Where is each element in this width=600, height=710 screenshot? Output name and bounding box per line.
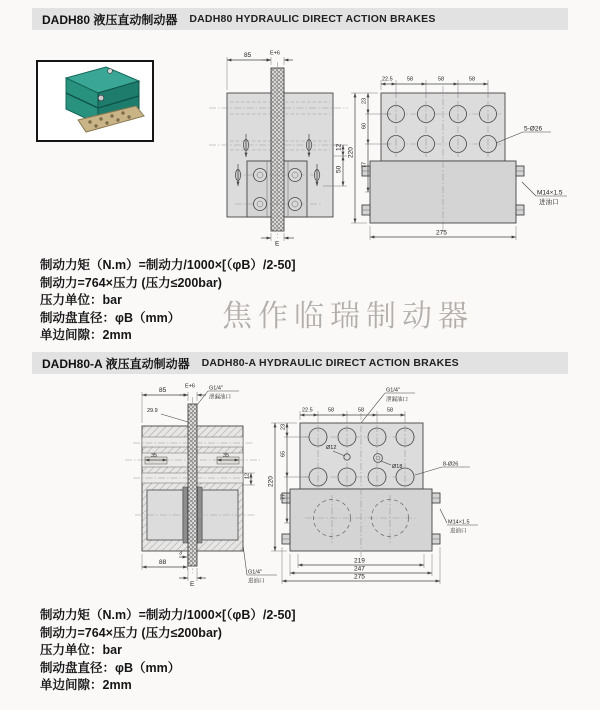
section2-formulas <box>40 607 460 695</box>
section2-header <box>32 352 568 374</box>
section1-header <box>32 8 568 30</box>
front-view <box>348 77 568 241</box>
hole-diameter-label: Ø12 <box>326 445 337 451</box>
dim-label: 22.5 <box>302 407 313 414</box>
formula-line: 制动盘直径：φB（mm） <box>40 310 181 325</box>
formula-line: 制动力矩（N.m）=制动力/1000×[（φB）/2-50] <box>40 258 296 272</box>
leak-port-thread-label: G1/4″ <box>386 387 400 394</box>
dim-label: 58 <box>358 407 365 414</box>
dim-label: 22.5 <box>382 76 393 83</box>
dim-label: 220 <box>267 476 275 487</box>
product-photo <box>36 60 154 142</box>
front-view <box>268 388 479 585</box>
inlet-port-name-label: 进油口 <box>248 578 265 585</box>
dim-label: 60 <box>361 122 368 129</box>
oil-port-thread-label: M14×1.5 <box>537 189 563 197</box>
dim-label: 35 <box>151 453 158 459</box>
dim-label: 12 <box>335 143 343 151</box>
dim-label: 220 <box>347 147 355 158</box>
dim-label: 219 <box>354 557 365 565</box>
dim-label: 58 <box>328 407 335 414</box>
oil-port-thread-label: M14×1.5 <box>448 519 470 526</box>
watermark-text: 焦作临瑞制动器 <box>222 299 474 334</box>
dadh80a-technical-drawing <box>95 377 575 605</box>
side-section-view <box>125 384 277 589</box>
dim-label: 29.9 <box>147 408 158 414</box>
dadh80-technical-drawing <box>205 46 570 246</box>
side-bolt-icon <box>98 95 104 101</box>
dim-label: E <box>190 581 195 588</box>
formula-line: 单边间隙：2mm <box>40 678 132 692</box>
dim-label: 275 <box>436 229 447 237</box>
leak-port-name-label: 泄漏油口 <box>209 394 232 401</box>
formula-line: 制动力矩（N.m）=制动力/1000×[（φB）/2-50] <box>40 608 296 622</box>
formula-line: 制动力=764×压力 (压力≤200bar) <box>40 625 222 640</box>
dim-label: 65 <box>280 450 287 457</box>
brake-photo-illustration <box>38 62 152 140</box>
oil-port-name-label: 进油口 <box>450 528 467 535</box>
dim-label: 85 <box>244 52 252 59</box>
dim-label: 275 <box>354 573 365 581</box>
section1-title-zh: DADH80 液压直动制动器 <box>42 12 178 27</box>
formula-line: 制动盘直径：φB（mm） <box>40 660 181 675</box>
side-section-view <box>209 51 348 247</box>
hole-diameter-label: Ø18 <box>392 464 403 470</box>
dim-label: 12 <box>244 472 251 479</box>
dim-label: 77 <box>280 493 287 500</box>
formula-line: 压力单位：bar <box>40 293 122 307</box>
oil-port-name-label: 进油口 <box>539 199 559 206</box>
dim-label: E <box>275 240 280 246</box>
dim-label: 58 <box>407 76 414 83</box>
dim-label: 58 <box>387 407 394 414</box>
dim-label: 50 <box>335 165 343 173</box>
dim-label: 3 <box>179 550 183 557</box>
dim-label: 35 <box>223 453 230 459</box>
dim-label: 23 <box>361 97 368 104</box>
top-bolt-icon <box>108 69 113 74</box>
section2-title-zh: DADH80-A 液压直动制动器 <box>42 356 190 371</box>
holes-callout: 5-Ø26 <box>524 125 543 133</box>
dim-label: E+6 <box>185 383 195 390</box>
dim-label: 58 <box>438 76 445 83</box>
formula-line: 制动力=764×压力 (压力≤200bar) <box>40 275 222 290</box>
dim-label: 77 <box>361 161 368 168</box>
dim-label: 23 <box>280 423 287 430</box>
section1-formulas <box>40 257 460 345</box>
dim-label: 85 <box>159 387 167 394</box>
formula-line: 压力单位：bar <box>40 643 122 657</box>
dim-label: 58 <box>469 76 476 83</box>
dim-label: 247 <box>354 565 365 573</box>
dim-label: E+6 <box>270 50 280 57</box>
leak-port-thread-label: G1/4″ <box>209 385 223 392</box>
section2-title-en: DADH80-A HYDRAULIC DIRECT ACTION BRAKES <box>201 357 459 369</box>
leak-port-name-label: 泄漏油口 <box>386 397 409 403</box>
formula-line: 单边间隙：2mm <box>40 328 132 342</box>
inlet-port-thread-label: G1/4″ <box>248 569 262 576</box>
section1-title-en: DADH80 HYDRAULIC DIRECT ACTION BRAKES <box>189 13 436 25</box>
holes-callout: 8-Ø26 <box>443 461 459 468</box>
dim-label: 88 <box>159 559 167 566</box>
